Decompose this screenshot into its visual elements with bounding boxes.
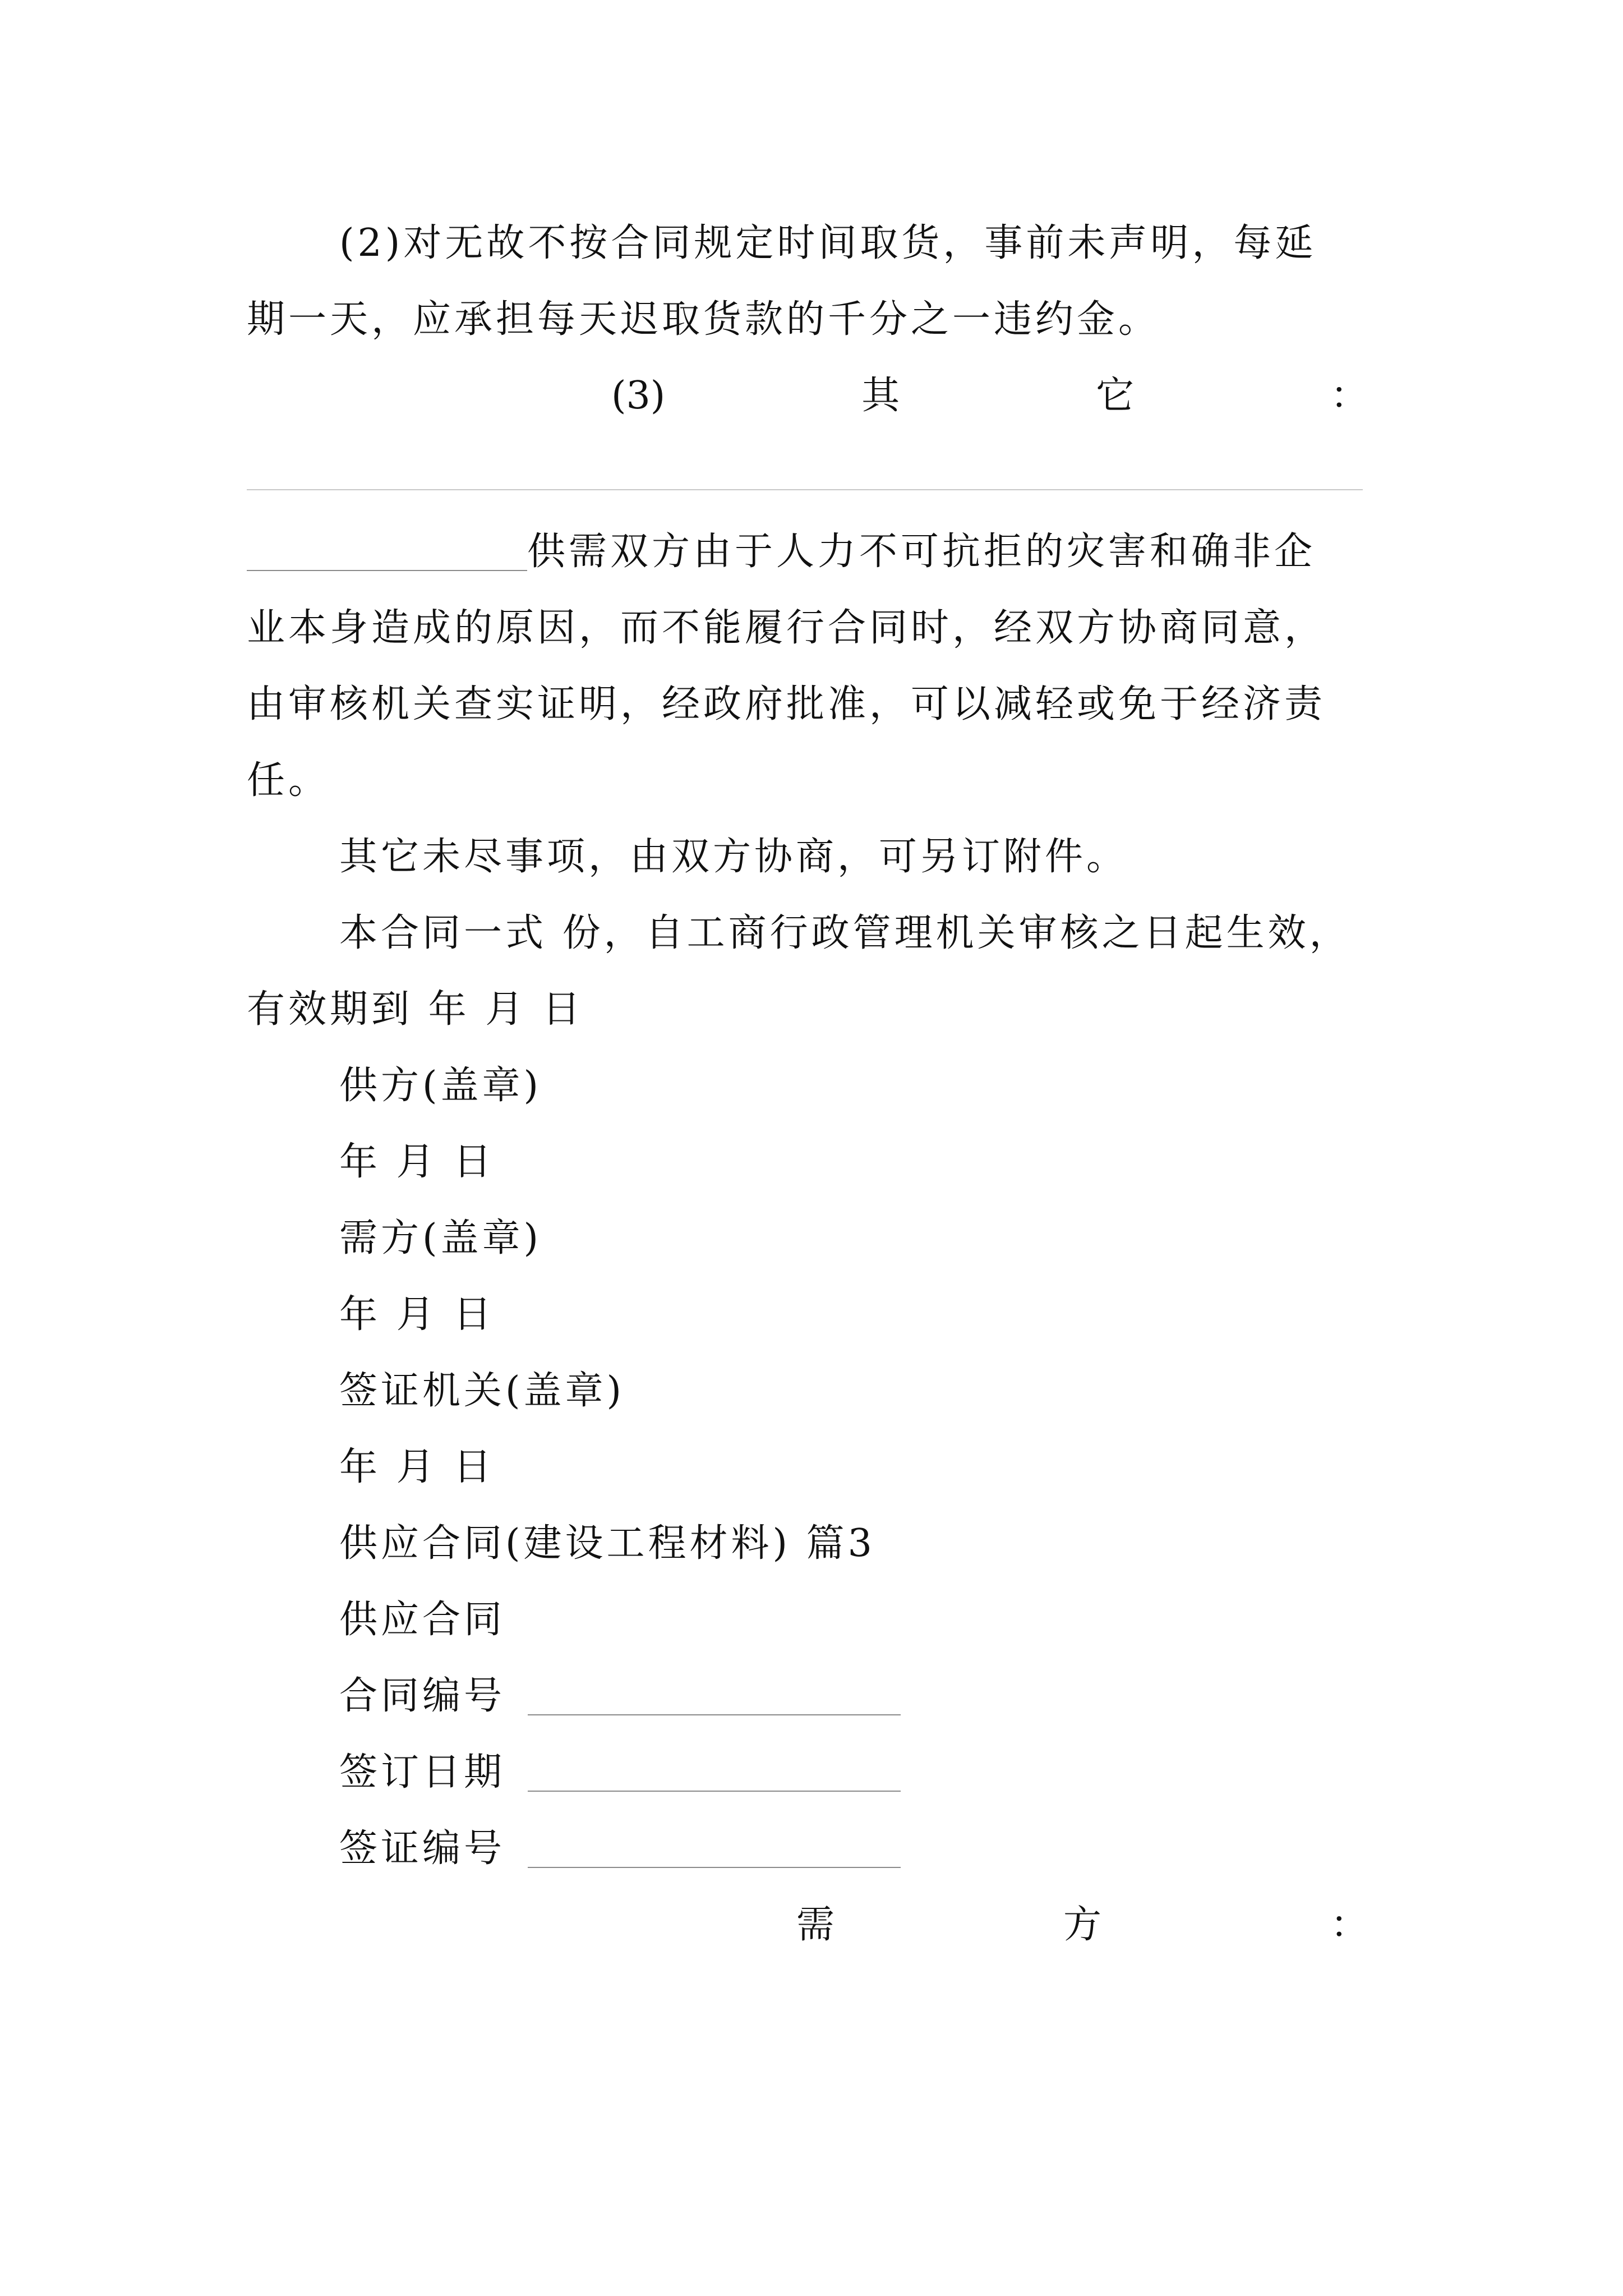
force-majeure-line-3: 由审核机关查实证明，经政府批准，可以减轻或免于经济责 bbox=[247, 682, 1326, 726]
visa-number-blank bbox=[528, 1833, 901, 1868]
clause-2-line-1: (2)对无故不按合同规定时间取货，事前未声明，每延 bbox=[339, 221, 1317, 265]
other-matters: 其它未尽事项，由双方协商，可另订附件。 bbox=[339, 835, 1128, 879]
copies-line-1: 本合同一式 份，自工商行政管理机关审核之日起生效， bbox=[339, 911, 1351, 955]
force-majeure-line-4: 任。 bbox=[247, 758, 330, 803]
visa-number-label: 签证编号 bbox=[339, 1826, 506, 1871]
visa-number-row bbox=[339, 1826, 901, 1871]
contract-number-blank bbox=[528, 1681, 901, 1715]
section-3-title: 供应合同(建设工程材料) 篇3 bbox=[339, 1521, 875, 1566]
force-majeure-line-1-row bbox=[247, 530, 1316, 574]
buyer-date: 年 月 日 bbox=[339, 1292, 495, 1337]
contract-number-label: 合同编号 bbox=[339, 1674, 506, 1718]
supplier-seal: 供方(盖章) bbox=[339, 1064, 542, 1108]
copies-line-2: 有效期到 年 月 日 bbox=[247, 987, 584, 1032]
buyer-seal: 需方(盖章) bbox=[339, 1216, 542, 1260]
buyer-heading bbox=[796, 1903, 1368, 1947]
fill-in-blank bbox=[247, 536, 527, 571]
clause-3-number: (3) bbox=[611, 374, 666, 418]
supplier-date: 年 月 日 bbox=[339, 1140, 495, 1184]
clause-3-colon: ： bbox=[1330, 374, 1368, 418]
force-majeure-line-2: 业本身造成的原因，而不能履行合同时，经双方协商同意， bbox=[247, 606, 1326, 650]
clause-2-line-2: 期一天，应承担每天迟取货款的千分之一违约金。 bbox=[247, 297, 1160, 342]
authority-seal: 签证机关(盖章) bbox=[339, 1369, 625, 1413]
clause-3-char-1: 其 bbox=[861, 374, 900, 418]
section-3-subtitle: 供应合同 bbox=[339, 1598, 506, 1642]
buyer-heading-char-2: 方 bbox=[1063, 1903, 1101, 1947]
sign-date-label: 签订日期 bbox=[339, 1750, 506, 1795]
fill-in-line bbox=[247, 489, 1363, 490]
force-majeure-line-1: 供需双方由于人力不可抗拒的灾害和确非企 bbox=[527, 530, 1316, 574]
contract-number-row bbox=[339, 1674, 901, 1718]
buyer-heading-colon: ： bbox=[1330, 1903, 1368, 1947]
sign-date-row bbox=[339, 1750, 901, 1795]
authority-date: 年 月 日 bbox=[339, 1445, 495, 1489]
sign-date-blank bbox=[528, 1757, 901, 1792]
clause-3-char-2: 它 bbox=[1096, 374, 1135, 418]
buyer-heading-char-1: 需 bbox=[796, 1903, 835, 1947]
clause-3-heading bbox=[611, 374, 1368, 418]
